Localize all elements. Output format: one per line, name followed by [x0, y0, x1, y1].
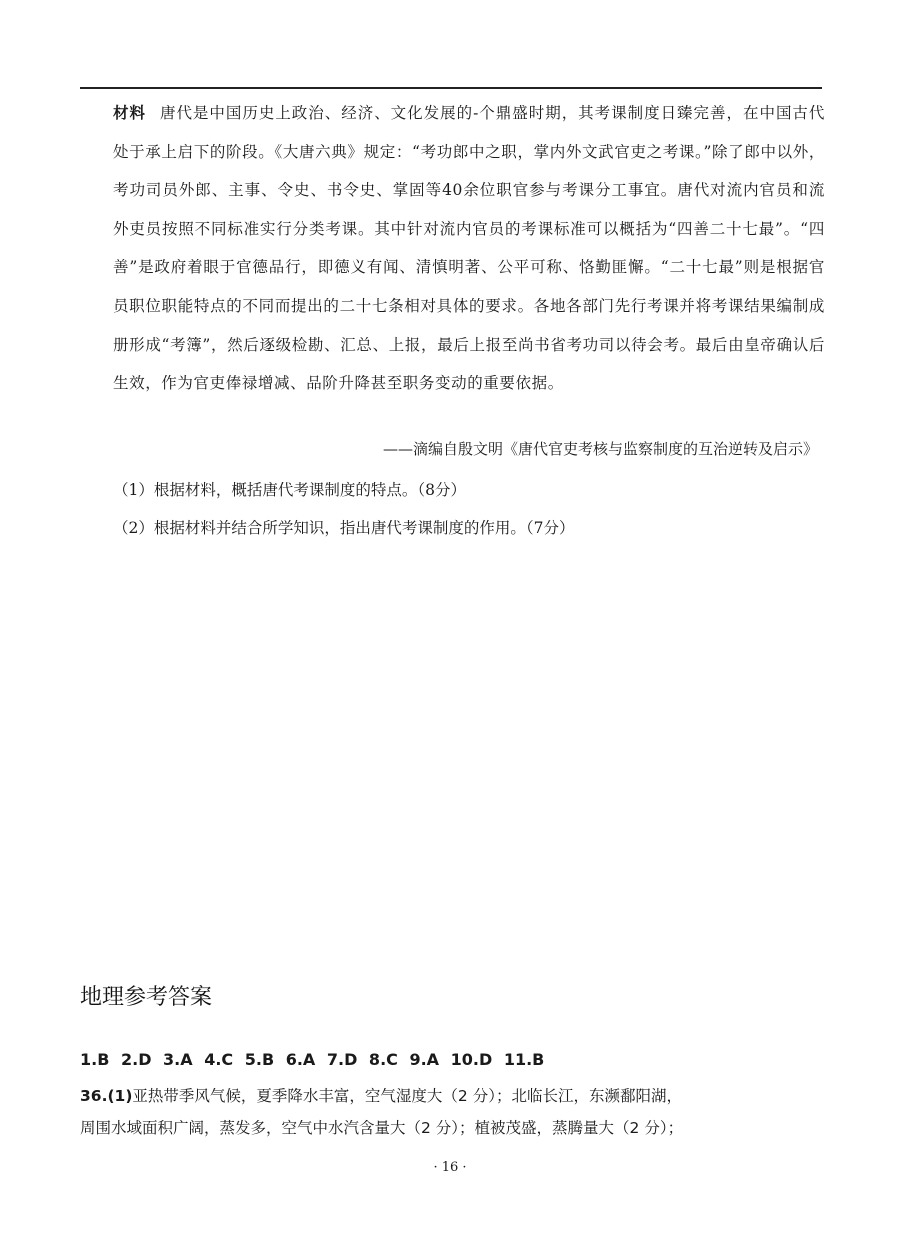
answer-36-text-1: 亚热带季风气候，夏季降水丰富，空气湿度大（2 分）；北临长江，东濒鄱阳湖，: [132, 1087, 682, 1105]
material-label: 材料: [113, 104, 146, 122]
material-source: ——滴编自殷文明《唐代官吏考核与监察制度的互治逆转及启示》: [382, 440, 818, 458]
question-1: （1）根据材料，概括唐代考课制度的特点。（8分）: [113, 481, 466, 499]
material-text: 唐代是中国历史上政治、经济、文化发展的-个鼎盛时期，其考课制度日臻完善，在中国古代处于承上启下的阶段。《大唐六典》规定：“考功郎中之职，掌内外文武官吏之考课。”除了郎中以外，考功司员外郎、主事、令史、书令史、掌固等40余位职官参与考课分工事宜。唐代对流内官员和流外吏员按照不同标准实行分类考课。其中针对流内官员的考课标准可以概括为“四善二十七最”。“四善”是政府着眼于官德品行，即德义有闻、清慎明著、公平可称、恪勤匪懈。“二十七最”则是根据官员职位职能特点的不同而提出的二十七条相对具体的要求。各地各部门先行考课并将考课结果编制成册形成“考簿”，然后逐级检勘、汇总、上报，最后上报至尚书省考功司以待会考。最后由皇帝确认后生效，作为官吏俸禄增减、品阶升降甚至职务变动的重要依据。: [113, 104, 826, 393]
answer-36-line-1: [80, 1084, 682, 1106]
top-rule: [80, 87, 822, 89]
answer-36-line-2: 周围水域面积广阔，蒸发多，空气中水汽含量大（2 分）；植被茂盛，蒸腾量大（2 分）；: [80, 1119, 684, 1137]
answer-36-number: 36.(1): [80, 1087, 133, 1105]
question-2: （2）根据材料并结合所学知识，指出唐代考课制度的作用。（7分）: [113, 519, 575, 537]
page-number: · 16 ·: [433, 1160, 467, 1175]
material-paragraph: [113, 94, 825, 403]
answer-section-title: 地理参考答案: [80, 985, 213, 1010]
choice-answers: 1.B 2.D 3.A 4.C 5.B 6.A 7.D 8.C 9.A 10.D 11.B: [80, 1050, 545, 1069]
